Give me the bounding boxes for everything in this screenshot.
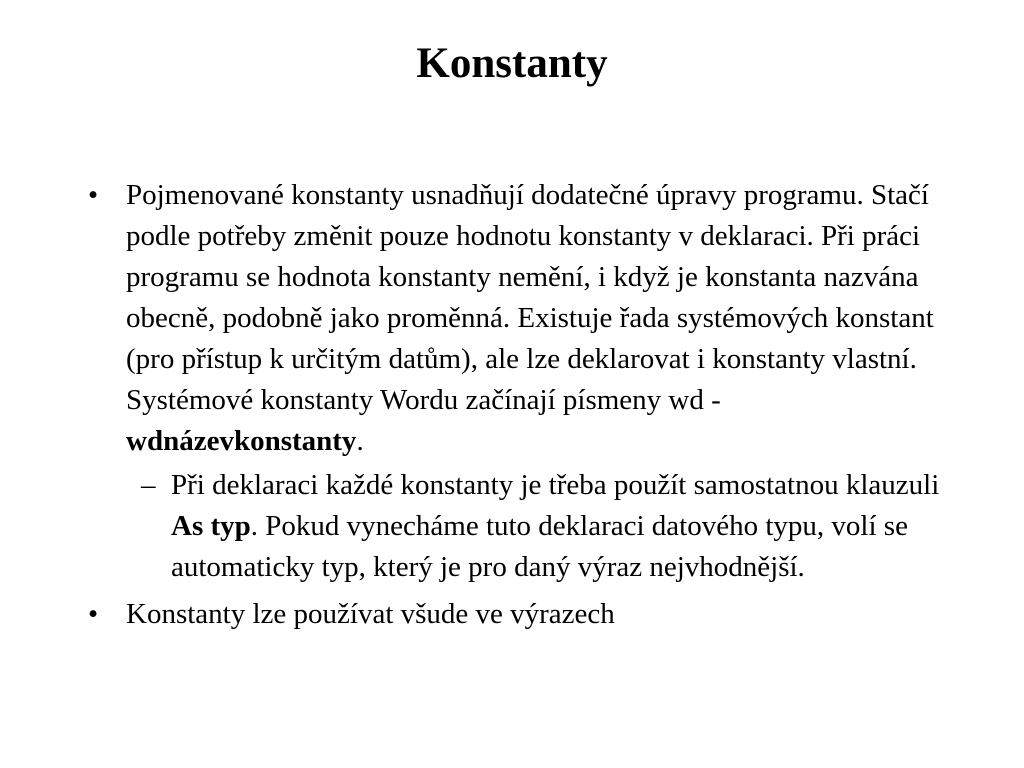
sub-bullet-text-end: . Pokud vynecháme tuto deklaraci datového typu, volí se automaticky typ, který je pro daný výraz nejvhodnější.: [171, 510, 908, 583]
bullet-item-constants-definition: [88, 175, 941, 462]
bullet-marker: •: [88, 179, 99, 211]
bullet-item-usage: [88, 594, 941, 635]
bullet-bold-term: wdnázevkonstanty: [126, 425, 357, 457]
sub-bullet-text: Při deklaraci každé konstanty je třeba použít samostatnou klauzuli: [171, 469, 940, 501]
slide-title: Konstanty: [416, 40, 608, 87]
sub-bullet-item-declaration: [141, 465, 941, 588]
slide-body: [0, 175, 1024, 635]
sub-bullet-bold-term: As typ: [171, 510, 251, 542]
bullet-text-end: .: [356, 425, 364, 457]
bullet-text: Pojmenované konstanty usnadňují dodatečné úpravy programu. Stačí podle potřeby změnit pouze hodnotu konstanty v deklaraci. Při práci programu se hodnota konstanty nemění, i když je konstanta nazvána obecně, podobně jako proměnná. Existuje řada systémových konstant (pro přístup k určitým datům), ale lze deklarovat i konstanty vlastní. Systémové konstanty Wordu začínají písmeny wd -: [126, 179, 934, 416]
bullet-text: Konstanty lze používat všude ve výrazech: [126, 598, 615, 630]
dash-marker: –: [141, 469, 156, 501]
bullet-marker: •: [88, 598, 99, 630]
